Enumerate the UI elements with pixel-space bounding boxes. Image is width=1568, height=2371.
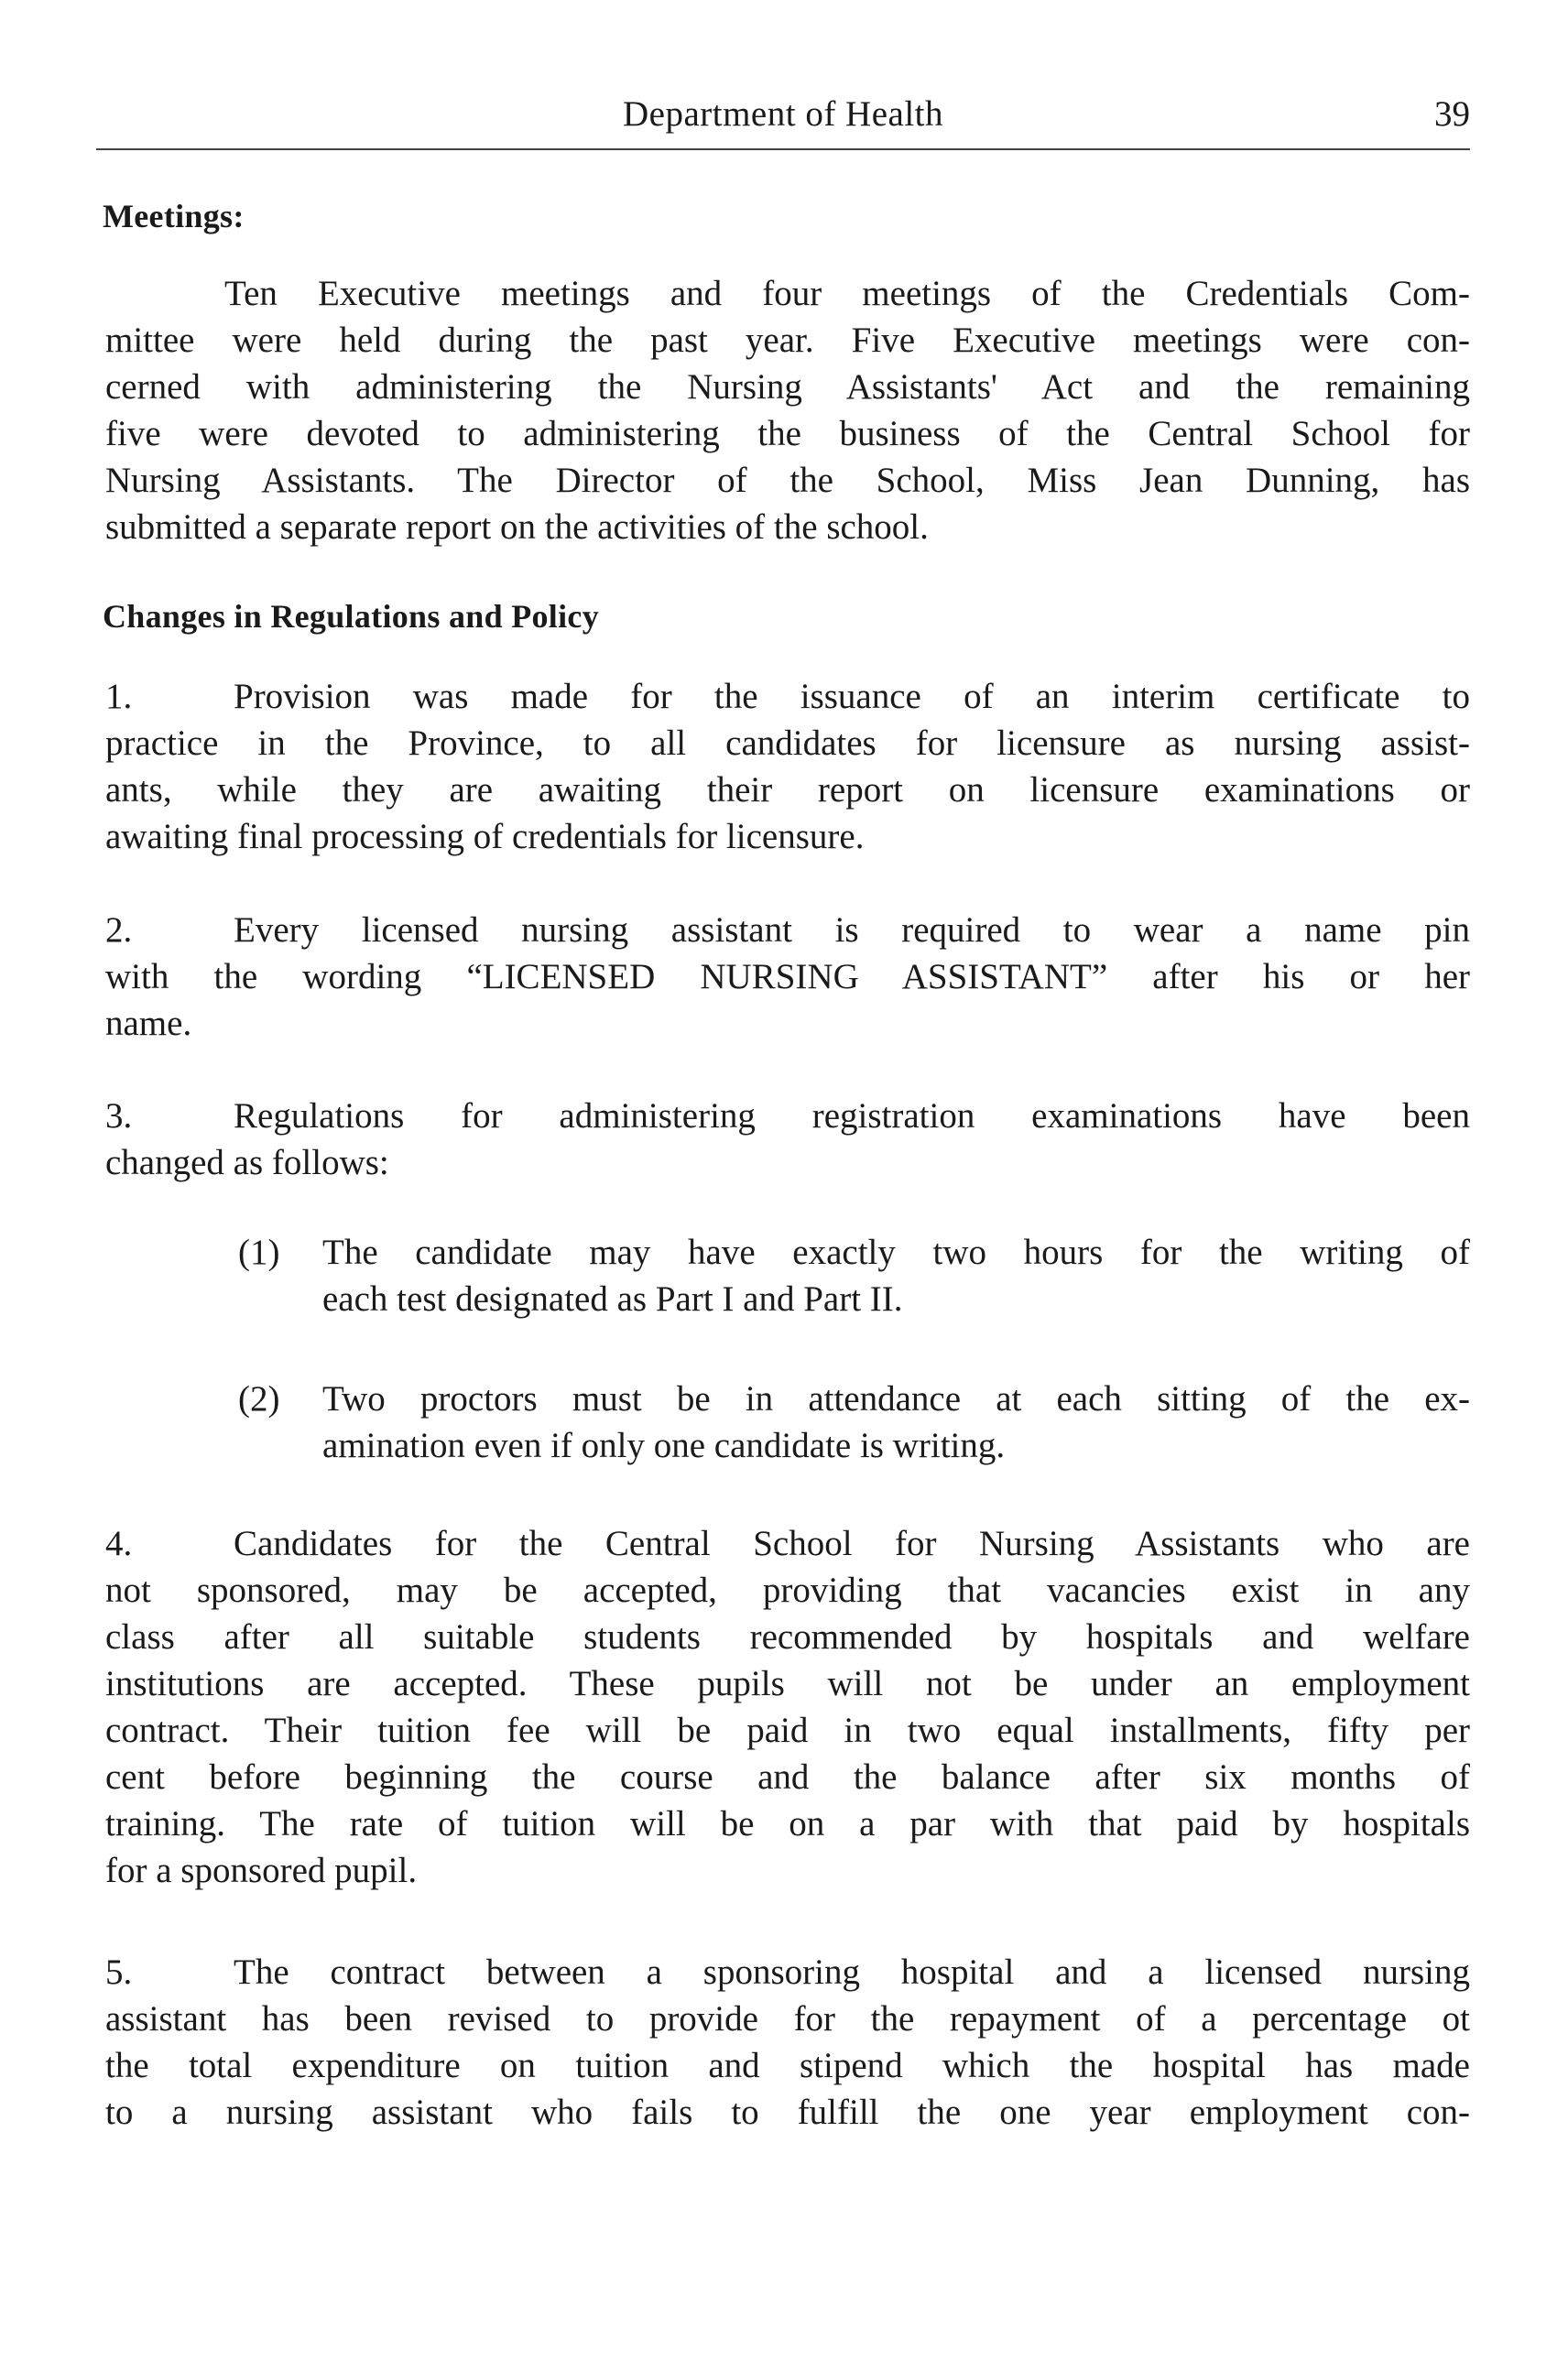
text-line: cent before beginning the course and the balance after six months of bbox=[105, 1757, 1470, 1797]
text-line: awaiting final processing of credentials for licensure. bbox=[105, 817, 865, 856]
text-line: each test designated as Part I and Part II. bbox=[322, 1279, 903, 1319]
text-line: Regulations for administering registration examinations have been bbox=[234, 1096, 1470, 1136]
text-line: name. bbox=[105, 1004, 192, 1043]
text-line: assistant has been revised to provide for the repayment of a percentage ot bbox=[105, 1999, 1470, 2039]
sub-item-number: (1) bbox=[238, 1233, 280, 1272]
text-line: class after all suitable students recommended by hospitals and welfare bbox=[105, 1617, 1470, 1657]
meetings-paragraph bbox=[105, 270, 1470, 550]
sub-item-1 bbox=[238, 1229, 1470, 1322]
text-line: submitted a separate report on the activities of the school. bbox=[105, 507, 929, 547]
text-line: five were devoted to administering the business of the Central School for bbox=[105, 414, 1470, 453]
header-title: Department of Health bbox=[622, 94, 944, 134]
text-line: for a sponsored pupil. bbox=[105, 1851, 418, 1890]
list-item-1 bbox=[105, 673, 1470, 860]
text-line: Every licensed nursing assistant is required to wear a name pin bbox=[234, 910, 1470, 950]
list-item-3 bbox=[105, 1093, 1470, 1186]
item-number: 5. bbox=[105, 1952, 133, 1992]
item-number: 2. bbox=[105, 910, 133, 950]
sub-item-number: (2) bbox=[238, 1379, 280, 1419]
text-line: to a nursing assistant who fails to fulfill the one year employment con- bbox=[105, 2093, 1470, 2132]
page-number: 39 bbox=[1434, 94, 1470, 134]
list-item-4 bbox=[105, 1520, 1470, 1894]
text-line: cerned with administering the Nursing Assistants' Act and the remaining bbox=[105, 367, 1470, 407]
header-rule bbox=[96, 148, 1470, 150]
list-item-5 bbox=[105, 1949, 1470, 2136]
text-line: practice in the Province, to all candidates for licensure as nursing assist- bbox=[105, 723, 1470, 763]
text-line: contract. Their tuition fee will be paid in two equal installments, fifty per bbox=[105, 1711, 1470, 1750]
section-heading-meetings: Meetings: bbox=[103, 198, 245, 234]
text-line: not sponsored, may be accepted, providing that vacancies exist in any bbox=[105, 1571, 1470, 1610]
text-line: Candidates for the Central School for Nursing Assistants who are bbox=[234, 1524, 1470, 1563]
text-line: mittee were held during the past year. Five Executive meetings were con- bbox=[105, 321, 1470, 360]
running-header bbox=[96, 84, 1470, 148]
text-line: The contract between a sponsoring hospital and a licensed nursing bbox=[234, 1952, 1470, 1992]
text-line: Provision was made for the issuance of an interim certificate to bbox=[234, 677, 1470, 716]
text-line: Two proctors must be in attendance at each sitting of the ex- bbox=[322, 1379, 1470, 1419]
item-number: 4. bbox=[105, 1524, 133, 1563]
item-number: 1. bbox=[105, 677, 133, 716]
text-line: changed as follows: bbox=[105, 1143, 389, 1182]
text-line: Ten Executive meetings and four meetings of the Credentials Com- bbox=[224, 274, 1470, 313]
text-line: training. The rate of tuition will be on a par with that paid by hospitals bbox=[105, 1804, 1470, 1844]
text-line: institutions are accepted. These pupils will not be under an employment bbox=[105, 1664, 1470, 1703]
text-line: Nursing Assistants. The Director of the School, Miss Jean Dunning, has bbox=[105, 461, 1470, 500]
list-item-2 bbox=[105, 907, 1470, 1047]
text-line: ants, while they are awaiting their report on licensure examinations or bbox=[105, 770, 1470, 810]
text-line: the total expenditure on tuition and stipend which the hospital has made bbox=[105, 2046, 1470, 2085]
item-number: 3. bbox=[105, 1096, 133, 1136]
sub-item-2 bbox=[238, 1376, 1470, 1469]
text-line: The candidate may have exactly two hours for the writing of bbox=[322, 1233, 1470, 1272]
text-line: amination even if only one candidate is writing. bbox=[322, 1426, 1006, 1465]
text-line: with the wording “LICENSED NURSING ASSISTANT” after his or her bbox=[105, 957, 1470, 996]
section-heading-changes: Changes in Regulations and Policy bbox=[103, 598, 599, 635]
